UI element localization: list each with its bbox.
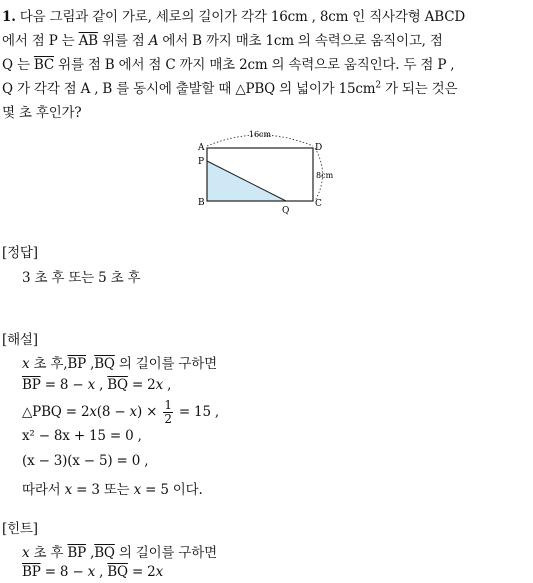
solution-header: [해설] (2, 332, 38, 348)
top-length-label: 16cm (248, 130, 272, 139)
segment-bc: $\overline{BC}$ (33, 57, 55, 73)
text: 초 후, (29, 356, 68, 372)
answer-text: 3 초 후 또는 5 초 후 (22, 270, 141, 286)
text: 초 후 (29, 545, 68, 561)
segment-ab: $\overline{AB}$ (78, 33, 98, 49)
var-x: x (22, 545, 30, 561)
var-x: x (22, 356, 30, 372)
solution-line-2 (22, 377, 171, 393)
var-x: x (87, 377, 96, 393)
text: ) × (136, 404, 158, 420)
var-x: x (133, 482, 142, 498)
segment-bp: $\overline{BP}$ (67, 356, 86, 372)
text: , (95, 564, 108, 580)
text: △PBQ = 2 (22, 404, 90, 420)
text: , (95, 377, 108, 393)
var-x: x (89, 404, 97, 420)
numerator: 1 (164, 398, 172, 412)
problem-text: 가 되는 것은 (380, 81, 458, 97)
var-x: x (129, 404, 137, 420)
segment-bp: $\overline{BP}$ (22, 377, 41, 393)
triangle-pbq (207, 161, 286, 201)
fraction-one-half (163, 399, 172, 426)
solution-line-1 (22, 352, 217, 372)
problem-text: Q 가 각각 점 A , B 를 동시에 출발할 때 △PBQ 의 넓이가 15cm (2, 81, 376, 97)
text: , (86, 545, 95, 561)
solution-line-5: (x − 3)(x − 5) = 0 , (22, 453, 149, 469)
solution-line-6 (22, 478, 203, 498)
text: = 15 , (178, 404, 220, 420)
solution-line-4: x² − 8x + 15 = 0 , (22, 428, 142, 444)
text: = 8 − (40, 564, 88, 580)
problem-line-2 (2, 29, 443, 49)
problem-line-1 (2, 5, 465, 25)
problem-text: 위를 점 (97, 33, 149, 49)
text: = 2 (127, 377, 156, 393)
side-length-label: 8cm (316, 171, 334, 180)
label-a: A (198, 143, 205, 153)
point-a: A (148, 33, 159, 49)
problem-number: 1. (2, 9, 16, 25)
hint-line-1 (22, 541, 217, 561)
label-d: D (315, 143, 323, 153)
segment-bp: $\overline{BP}$ (67, 545, 86, 561)
var-x: x (87, 564, 96, 580)
hint-header: [힌트] (2, 521, 38, 537)
problem-text: Q 는 (2, 57, 34, 73)
text: = 8 − (40, 377, 88, 393)
text: 따라서 (22, 482, 65, 498)
segment-bp: $\overline{BP}$ (22, 564, 41, 580)
text: , (163, 377, 172, 393)
text: = 2 (127, 564, 156, 580)
problem-line-4 (2, 77, 457, 97)
text: (8 − (96, 404, 130, 420)
rectangle-figure (190, 126, 340, 218)
answer-header: [정답] (2, 245, 38, 261)
problem-line-5: 몇 초 후인가? (2, 105, 82, 121)
label-c: C (315, 199, 322, 209)
text: = 3 또는 (72, 482, 134, 498)
var-x: x (155, 377, 163, 393)
superscript: 2 (375, 80, 381, 91)
segment-bq: $\overline{BQ}$ (107, 377, 128, 393)
denominator: 2 (164, 412, 172, 426)
segment-bq: $\overline{BQ}$ (107, 564, 128, 580)
problem-line-3 (2, 53, 454, 73)
problem-text-1: 다음 그림과 같이 가로, 세로의 길이가 각각 16cm , 8cm 인 직사각형 ABCD (19, 9, 465, 25)
var-x: x (64, 482, 73, 498)
solution-line-3 (22, 399, 219, 426)
text: , (86, 356, 95, 372)
problem-text: 에서 점 P 는 (2, 33, 79, 49)
var-x: x (155, 564, 163, 580)
segment-bq: $\overline{BQ}$ (94, 545, 115, 561)
segment-bq: $\overline{BQ}$ (94, 356, 115, 372)
text: = 5 이다. (141, 482, 203, 498)
label-q: Q (282, 206, 290, 216)
text: 의 길이를 구하면 (114, 356, 217, 372)
hint-line-2 (22, 564, 163, 580)
label-p: P (198, 157, 205, 167)
problem-text: 에서 B 까지 매초 1cm 의 속력으로 움직이고, 점 (158, 33, 443, 49)
text: 의 길이를 구하면 (114, 545, 217, 561)
problem-text: 위를 점 B 에서 점 C 까지 매초 2cm 의 속력으로 움직인다. 두 점 P , (54, 57, 455, 73)
label-b: B (198, 198, 205, 208)
